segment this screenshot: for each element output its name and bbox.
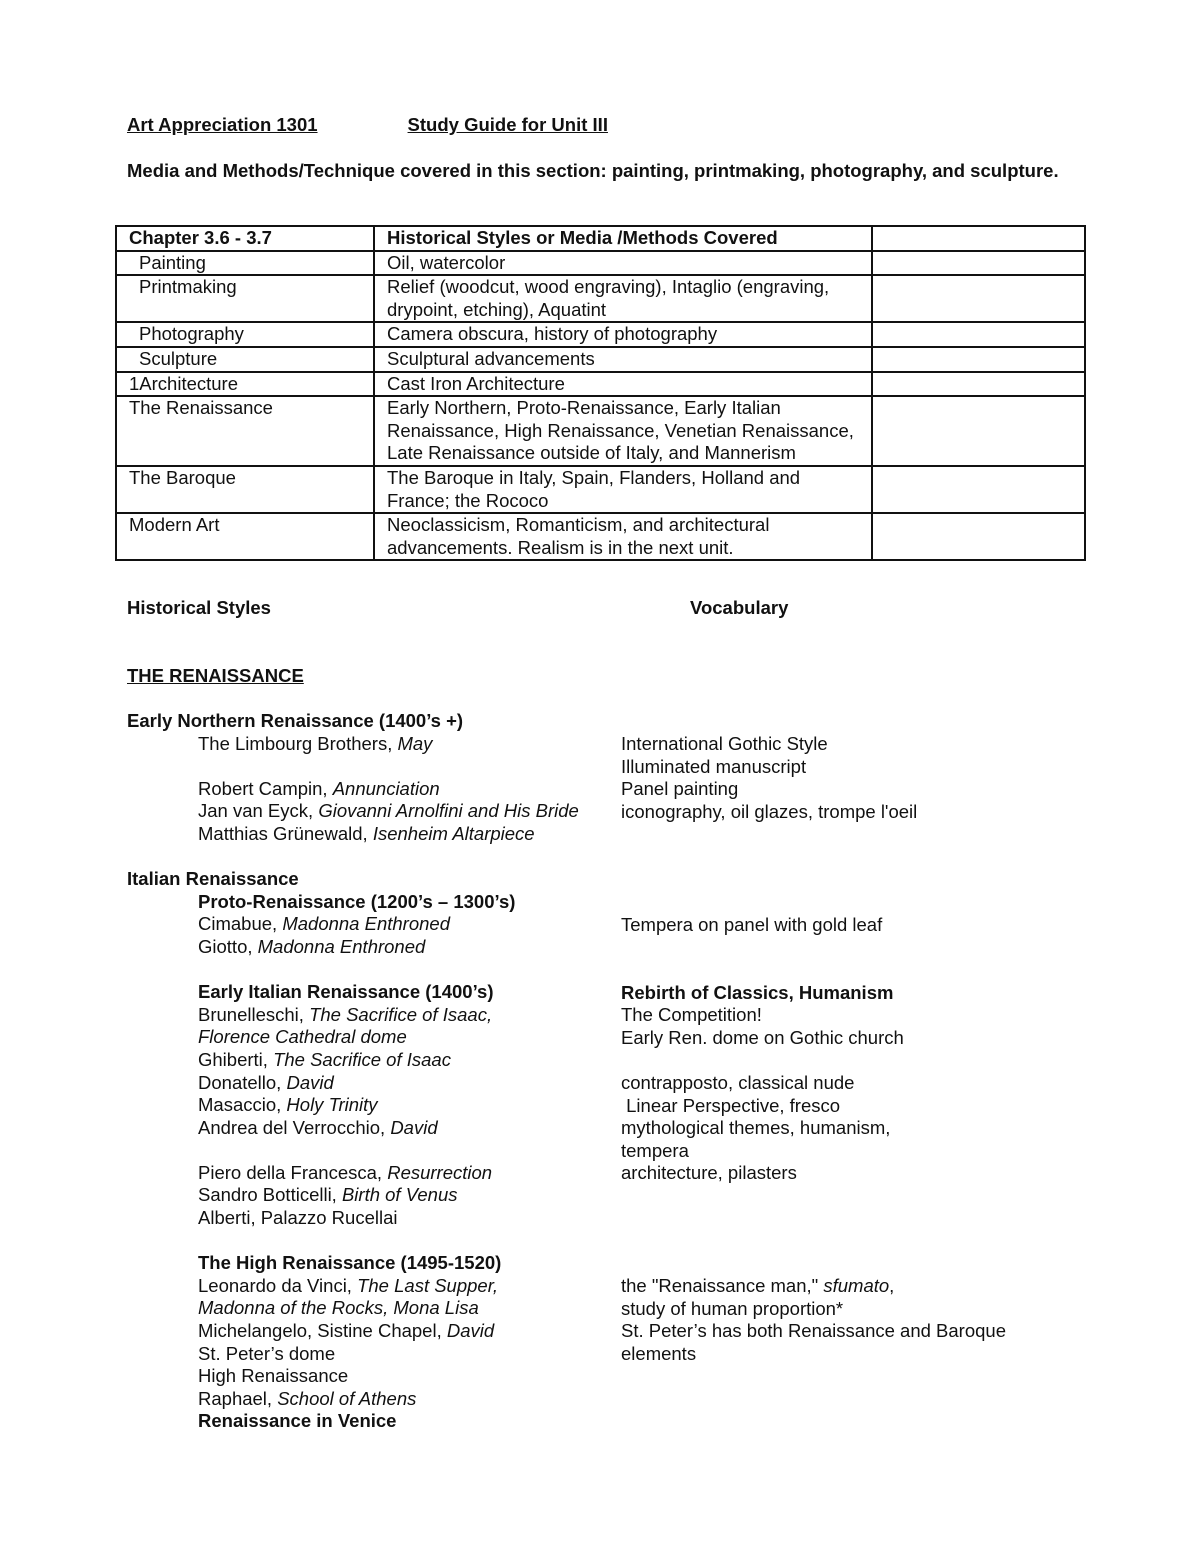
list-item: Matthias Grünewald, Isenheim Altarpiece: [198, 822, 535, 844]
spacer: [621, 1049, 1006, 1072]
vocab-item: the "Renaissance man," sfumato,: [621, 1275, 895, 1297]
table-cell-covered: Sculptural advancements: [374, 347, 872, 372]
table-row: [116, 251, 1085, 276]
renaissance-heading: THE RENAISSANCE: [127, 665, 304, 686]
spacer: [127, 959, 579, 982]
vocab-item: Panel painting: [621, 778, 739, 800]
subsection-heading: Proto-Renaissance (1200’s – 1300’s): [198, 890, 516, 912]
table-cell-chapter: Painting: [116, 251, 374, 276]
spacer: [127, 1139, 579, 1162]
table-cell-chapter: Sculpture: [116, 347, 374, 372]
table-row: [116, 347, 1085, 372]
vocab-item: tempera: [621, 1139, 689, 1161]
list-item: Leonardo da Vinci, The Last Supper,: [198, 1274, 498, 1296]
spacer: [621, 891, 1006, 914]
table-cell-blank: [872, 396, 1085, 466]
table-cell-covered: Relief (woodcut, wood engraving), Intaglio (engraving, drypoint, etching), Aquatint: [374, 275, 872, 322]
vocabulary-heading: Vocabulary: [690, 597, 789, 618]
table-cell-blank: [872, 372, 1085, 397]
guide-title: Study Guide for Unit III: [407, 114, 608, 135]
vocab-item: elements: [621, 1343, 697, 1365]
vocab-item: Early Ren. dome on Gothic church: [621, 1026, 904, 1048]
section-heading: Italian Renaissance: [127, 868, 299, 890]
historical-styles-heading: Historical Styles: [127, 597, 271, 618]
list-item: Alberti, Palazzo Rucellai: [198, 1207, 398, 1229]
spacer: [621, 1253, 1006, 1276]
spacer: [127, 1230, 579, 1253]
spacer: [621, 959, 1006, 982]
table-cell-chapter: 1Architecture: [116, 372, 374, 397]
vocab-heading: Rebirth of Classics, Humanism: [621, 981, 894, 1003]
list-item: Masaccio, Holy Trinity: [198, 1094, 378, 1116]
table-cell-covered: Early Northern, Proto-Renaissance, Early Italian Renaissance, High Renaissance, Venetian Renaissance, Late Renaissance outside of Italy, and Mannerism: [374, 396, 872, 466]
spacer: [621, 1230, 1006, 1253]
table-row: [116, 372, 1085, 397]
table-cell-covered: Cast Iron Architecture: [374, 372, 872, 397]
list-item: Piero della Francesca, Resurrection: [198, 1161, 493, 1183]
table-row: [116, 513, 1085, 560]
vocab-item: Linear Perspective, fresco: [621, 1094, 841, 1116]
list-item: Donatello, David: [198, 1071, 334, 1093]
table-cell-covered: The Baroque in Italy, Spain, Flanders, Holland and France; the Rococo: [374, 466, 872, 513]
list-item: Brunelleschi, The Sacrifice of Isaac,: [198, 1003, 493, 1025]
spacer: [127, 755, 579, 778]
spacer: [621, 936, 1006, 959]
list-item: Robert Campin, Annunciation: [198, 777, 440, 799]
vocab-item: iconography, oil glazes, trompe l'oeil: [621, 800, 918, 822]
spacer: [621, 823, 1006, 846]
table-cell-blank: [872, 466, 1085, 513]
spacer: [621, 846, 1006, 869]
section-heading: Early Northern Renaissance (1400’s +): [127, 710, 464, 731]
vocab-item: mythological themes, humanism,: [621, 1117, 891, 1139]
list-item: Raphael, School of Athens: [198, 1387, 417, 1409]
table-header-row: [116, 226, 1085, 251]
table-cell-blank: [872, 251, 1085, 276]
table-cell-chapter: Photography: [116, 322, 374, 347]
list-item: Jan van Eyck, Giovanni Arnolfini and His Bride: [198, 800, 579, 822]
list-item: Andrea del Verrocchio, David: [198, 1116, 438, 1138]
spacer: [621, 1207, 1006, 1230]
list-item: Sandro Botticelli, Birth of Venus: [198, 1184, 458, 1206]
table-cell-chapter: The Renaissance: [116, 396, 374, 466]
subsection-heading: Renaissance in Venice: [198, 1410, 397, 1432]
header-blank: [872, 226, 1085, 251]
vocab-item: Tempera on panel with gold leaf: [621, 913, 883, 935]
table-cell-chapter: The Baroque: [116, 466, 374, 513]
table-cell-blank: [872, 275, 1085, 322]
intro-text: Media and Methods/Technique covered in this section: painting, printmaking, photography, and sculpture.: [127, 160, 1059, 181]
list-item: St. Peter’s dome: [198, 1342, 336, 1364]
table-cell-covered: Camera obscura, history of photography: [374, 322, 872, 347]
subsection-heading: Early Italian Renaissance (1400’s): [198, 981, 494, 1003]
table-cell-blank: [872, 347, 1085, 372]
list-item: Florence Cathedral dome: [198, 1026, 407, 1048]
table-cell-covered: Neoclassicism, Romanticism, and architectural advancements. Realism is in the next unit.: [374, 513, 872, 560]
table-cell-chapter: Printmaking: [116, 275, 374, 322]
header-covered: Historical Styles or Media /Methods Covered: [374, 226, 872, 251]
spacer: [127, 846, 579, 869]
list-item: Cimabue, Madonna Enthroned: [198, 913, 450, 935]
table-cell-blank: [872, 322, 1085, 347]
list-item: Michelangelo, Sistine Chapel, David: [198, 1320, 495, 1342]
list-item: Madonna of the Rocks, Mona Lisa: [198, 1297, 479, 1319]
artworks-column: [127, 710, 579, 1433]
table-cell-covered: Oil, watercolor: [374, 251, 872, 276]
vocabulary-column: [621, 733, 1006, 1366]
list-item: Ghiberti, The Sacrifice of Isaac: [198, 1048, 451, 1070]
document-title: [127, 114, 725, 137]
header-chapter: Chapter 3.6 - 3.7: [116, 226, 374, 251]
table-cell-blank: [872, 513, 1085, 560]
table-row: [116, 275, 1085, 322]
coverage-table: [115, 225, 1086, 561]
course-name: Art Appreciation 1301: [127, 114, 318, 135]
list-item: The Limbourg Brothers, May: [198, 732, 433, 754]
spacer: [621, 869, 1006, 892]
table-row: [116, 466, 1085, 513]
vocab-item: International Gothic Style: [621, 733, 828, 754]
list-item: Giotto, Madonna Enthroned: [198, 935, 426, 957]
vocab-item: Illuminated manuscript: [621, 755, 807, 777]
table-cell-chapter: Modern Art: [116, 513, 374, 560]
spacer: [621, 1185, 1006, 1208]
list-item: High Renaissance: [198, 1365, 349, 1387]
vocab-item: St. Peter’s has both Renaissance and Baroque: [621, 1320, 1006, 1342]
table-row: [116, 396, 1085, 466]
vocab-item: architecture, pilasters: [621, 1162, 797, 1184]
subsection-heading: The High Renaissance (1495-1520): [198, 1252, 502, 1274]
vocab-item: study of human proportion*: [621, 1297, 844, 1319]
vocab-item: contrapposto, classical nude: [621, 1071, 855, 1093]
table-row: [116, 322, 1085, 347]
vocab-item: The Competition!: [621, 1004, 762, 1026]
